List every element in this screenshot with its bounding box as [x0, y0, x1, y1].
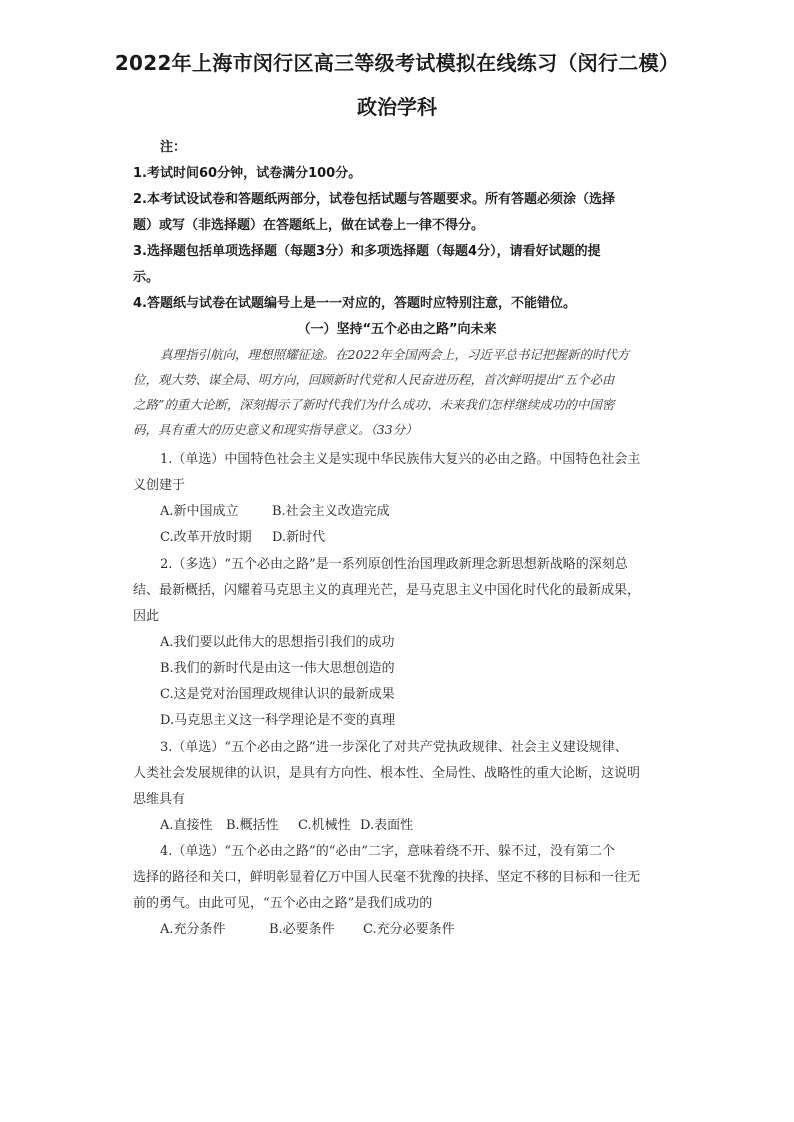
option-c: C.改革开放时期 — [160, 530, 252, 545]
note-line: 2.本考试设试卷和答题纸两部分，试卷包括试题与答题要求。所有答题必须涂（选择 — [133, 192, 615, 207]
option-a: A.充分条件 — [160, 922, 226, 937]
question-stem: 3.（单选）“五个必由之路”进一步深化了对共产党执政规律、社会主义建设规律、 — [160, 740, 628, 755]
option-b: B.社会主义改造完成 — [272, 504, 390, 519]
option-b: B.必要条件 — [269, 922, 335, 937]
note-line: 1.考试时间60分钟，试卷满分100分。 — [133, 166, 362, 181]
note-line: 示。 — [133, 270, 160, 285]
option-c: C.这是党对治国理政规律认识的最新成果 — [160, 687, 395, 702]
section-heading: （一）坚持“五个必由之路”向未来 — [297, 322, 497, 337]
option-d: D.马克思主义这一科学理论是不变的真理 — [160, 713, 396, 728]
option-b: B.我们的新时代是由这一伟大思想创造的 — [160, 661, 395, 676]
question-stem: 思维具有 — [133, 792, 186, 807]
note-line: 3.选择题包括单项选择题（每题3分）和多项选择题（每题4分），请看好试题的提 — [133, 244, 601, 259]
option-a: A.直接性 — [160, 818, 213, 833]
option-c: C.充分必要条件 — [363, 922, 455, 937]
option-b: B.概括性 — [226, 818, 279, 833]
intro-line: 码，具有重大的历史意义和现实指导意义。（33分） — [133, 422, 418, 437]
page-title: 2022年上海市闵行区高三等级考试模拟在线练习（闵行二模） — [114, 51, 680, 75]
question-stem: 1.（单选）中国特色社会主义是实现中华民族伟大复兴的必由之路。中国特色社会主 — [160, 452, 641, 467]
option-d: D.新时代 — [272, 530, 326, 545]
option-a: A.我们要以此伟大的思想指引我们的成功 — [160, 635, 395, 650]
subject-title: 政治学科 — [357, 95, 437, 119]
intro-line: 之路”的重大论断，深刻揭示了新时代我们为什么成功、未来我们怎样继续成功的中国密 — [133, 397, 615, 412]
question-stem: 因此 — [133, 609, 160, 624]
option-d: D.表面性 — [360, 818, 414, 833]
notes-label: 注： — [160, 140, 187, 155]
option-a: A.新中国成立 — [160, 504, 239, 519]
note-line: 题）或写（非选择题）在答题纸上，做在试卷上一律不得分。 — [133, 218, 485, 233]
note-line: 4.答题纸与试卷在试题编号上是一一对应的，答题时应特别注意，不能错位。 — [133, 296, 576, 311]
question-stem: 4.（单选）“五个必由之路”的“必由”二字，意味着绕不开、躲不过，没有第二个 — [160, 844, 615, 859]
intro-line: 真理指引航向，理想照耀征途。在2022年全国两会上，习近平总书记把握新的时代方 — [160, 347, 630, 362]
question-stem: 2.（多选）“五个必由之路”是一系列原创性治国理政新理念新思想新战略的深刻总 — [160, 557, 628, 572]
question-stem: 选择的路径和关口，鲜明彰显着亿万中国人民毫不犹豫的抉择、坚定不移的目标和一往无 — [133, 870, 641, 885]
question-stem: 结、最新概括，闪耀着马克思主义的真理光芒，是马克思主义中国化时代化的最新成果， — [133, 583, 641, 598]
option-c: C.机械性 — [298, 818, 351, 833]
question-stem: 人类社会发展规律的认识，是具有方向性、根本性、全局性、战略性的重大论断，这说明 — [133, 766, 641, 781]
question-stem: 义创建于 — [133, 478, 186, 493]
question-stem: 前的勇气。由此可见，“五个必由之路”是我们成功的 — [133, 896, 433, 911]
intro-line: 位，观大势、谋全局、明方向，回顾新时代党和人民奋进历程，首次鲜明提出“五个必由 — [133, 372, 615, 387]
